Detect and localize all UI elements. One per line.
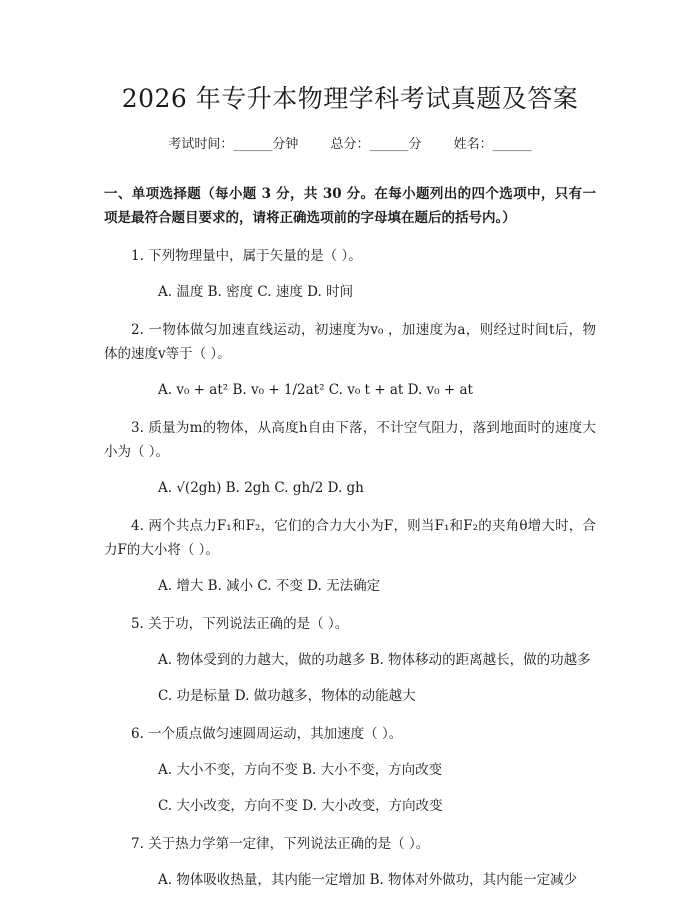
exam-info-line xyxy=(104,136,596,154)
question-item xyxy=(104,318,596,402)
question-item xyxy=(104,722,596,818)
question-stem: 7. 关于热力学第一定律，下列说法正确的是（ ）。 xyxy=(131,836,430,852)
question-stem: 3. 质量为m的物体，从高度h自由下落，不计空气阻力，落到地面时的速度大小为（ ）。 xyxy=(104,420,596,460)
question-stem: 4. 两个共点力F₁和F₂，它们的合力大小为F，则当F₁和F₂的夹角θ增大时，合力F的大小将（ ）。 xyxy=(104,518,596,558)
question-item xyxy=(104,612,596,708)
question-options: A. 温度 B. 密度 C. 速度 D. 时间 xyxy=(158,284,354,300)
total-score-field: 总分：______分 xyxy=(330,137,422,152)
section-heading-single-choice: 一、单项选择题（每小题 3 分，共 30 分。在每小题列出的四个选项中，只有一项是最符合题目要求的，请将正确选项前的字母填在题后的括号内。） xyxy=(104,186,596,226)
question-options: A. 物体受到的力越大，做的功越多 B. 物体移动的距离越长，做的功越多 xyxy=(158,652,591,668)
question-stem: 2. 一物体做匀加速直线运动，初速度为v₀ ，加速度为a，则经过时间t后，物体的速度v等于（ ）。 xyxy=(104,322,596,362)
exam-time-field: 考试时间：______分钟 xyxy=(168,137,299,152)
question-options: C. 大小改变，方向不变 D. 大小改变，方向改变 xyxy=(158,798,443,814)
student-name-field: 姓名：______ xyxy=(453,137,532,152)
question-options: A. v₀ + at² B. v₀ + 1/2at² C. v₀ t + at D. v₀ + at xyxy=(158,382,473,398)
question-stem: 6. 一个质点做匀速圆周运动，其加速度（ ）。 xyxy=(131,726,403,742)
question-options: A. 大小不变，方向不变 B. 大小不变，方向改变 xyxy=(158,762,443,778)
question-item xyxy=(104,514,596,598)
question-item xyxy=(104,416,596,500)
question-item xyxy=(104,244,596,304)
question-options: A. √(2gh) B. 2gh C. gh/2 D. gh xyxy=(158,480,364,496)
page-title: 2026 年专升本物理学科考试真题及答案 xyxy=(121,84,579,113)
question-options: C. 功是标量 D. 做功越多，物体的动能越大 xyxy=(158,688,416,704)
question-item xyxy=(104,832,596,892)
question-options: A. 物体吸收热量，其内能一定增加 B. 物体对外做功，其内能一定减少 xyxy=(158,872,578,888)
question-stem: 5. 关于功，下列说法正确的是（ ）。 xyxy=(131,616,349,632)
question-options: A. 增大 B. 减小 C. 不变 D. 无法确定 xyxy=(158,578,381,594)
question-stem: 1. 下列物理量中，属于矢量的是（ ）。 xyxy=(131,248,362,264)
